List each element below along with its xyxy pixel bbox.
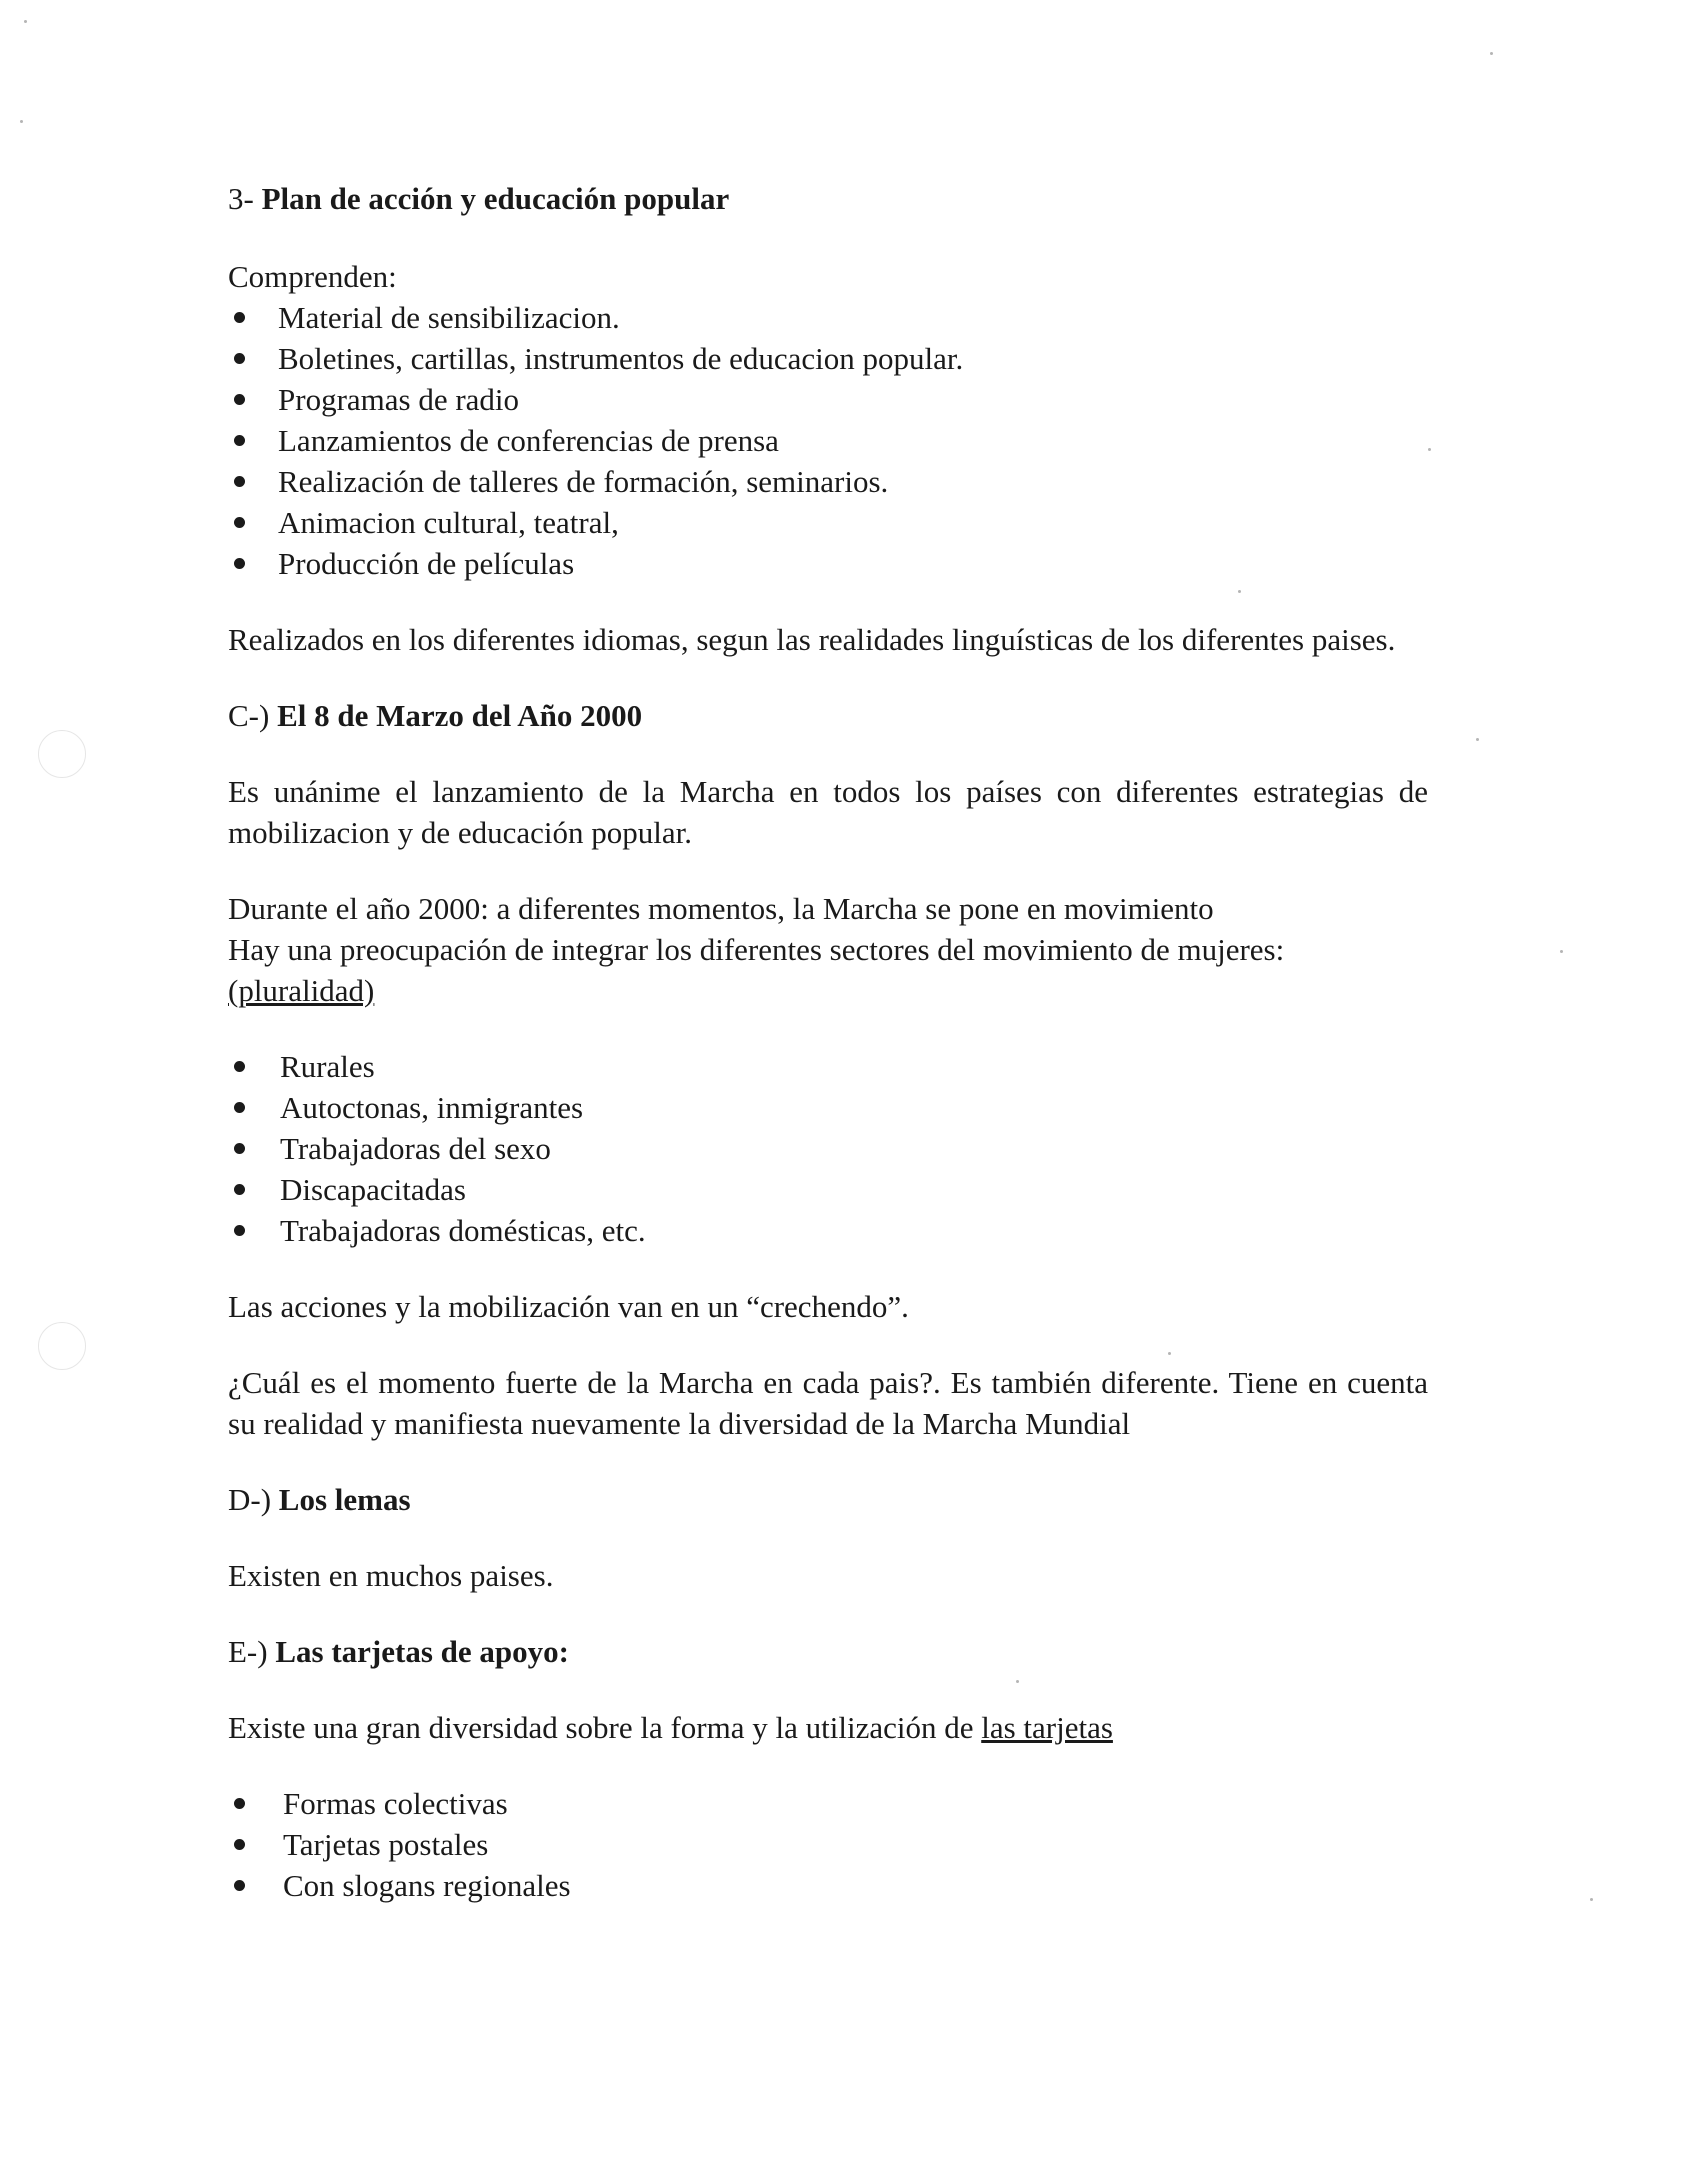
list-item: Tarjetas postales: [228, 1824, 1428, 1865]
list-item: Material de sensibilizacion.: [228, 297, 1428, 338]
section-c-list: [228, 1046, 1428, 1251]
section-c-paragraph-4: ¿Cuál es el momento fuerte de la Marcha en cada pais?. Es también diferente. Tiene en cuenta su realidad y manifiesta nuevamente la diversidad de la Marcha Mundial: [228, 1365, 1428, 1441]
list-item: Animacion cultural, teatral,: [228, 502, 1428, 543]
list-item: Rurales: [228, 1046, 1428, 1087]
section-c-heading: [228, 695, 1428, 736]
pluralidad-underlined: (pluralidad): [228, 973, 375, 1008]
scan-speck: [24, 20, 27, 23]
list-item: Autoctonas, inmigrantes: [228, 1087, 1428, 1128]
section-e-title: Las tarjetas de apoyo:: [275, 1634, 569, 1669]
section-e-heading: [228, 1631, 1428, 1672]
scan-speck: [1590, 1898, 1593, 1901]
list-item: Realización de talleres de formación, seminarios.: [228, 461, 1428, 502]
section-e-letter: E-): [228, 1634, 276, 1669]
scan-speck: [20, 120, 23, 123]
section-3-list: [228, 297, 1428, 584]
list-item: Lanzamientos de conferencias de prensa: [228, 420, 1428, 461]
section-e-list: [228, 1783, 1428, 1906]
list-item: Trabajadoras del sexo: [228, 1128, 1428, 1169]
section-3-heading: [228, 178, 1428, 219]
section-d-heading: [228, 1479, 1428, 1520]
list-item: Boletines, cartillas, instrumentos de educacion popular.: [228, 338, 1428, 379]
section-c-paragraph-2-line-2: Hay una preocupación de integrar los diferentes sectores del movimiento de mujeres:: [228, 932, 1285, 967]
section-3-number: 3-: [228, 181, 262, 216]
section-c-paragraph-3: Las acciones y la mobilización van en un “crechendo”.: [228, 1289, 909, 1324]
section-c-paragraph-1: Es unánime el lanzamiento de la Marcha en todos los países con diferentes estrategias de mobilizacion y de educación popular.: [228, 774, 1428, 850]
section-c-paragraph-2-line-3: [228, 970, 1428, 1011]
list-item: Producción de películas: [228, 543, 1428, 584]
scan-speck: [1476, 738, 1479, 741]
section-3-title: Plan de acción y educación popular: [261, 181, 730, 216]
section-d-letter: D-): [228, 1482, 279, 1517]
list-item: Programas de radio: [228, 379, 1428, 420]
section-d-text: Existen en muchos paises.: [228, 1558, 554, 1593]
scan-speck: [1428, 448, 1431, 451]
section-e-text-main: Existe una gran diversidad sobre la forma y la utilización de: [228, 1710, 982, 1745]
list-item: Formas colectivas: [228, 1783, 1428, 1824]
section-3-closing: Realizados en los diferentes idiomas, segun las realidades linguísticas de los diferentes paises.: [228, 622, 1396, 657]
section-c-paragraph-2-line-1: Durante el año 2000: a diferentes momentos, la Marcha se pone en movimiento: [228, 891, 1214, 926]
list-item: Trabajadoras domésticas, etc.: [228, 1210, 1428, 1251]
scan-speck: [1490, 52, 1493, 55]
section-3-intro: Comprenden:: [228, 259, 397, 294]
section-c-letter: C-): [228, 698, 278, 733]
section-c-title: El 8 de Marzo del Año 2000: [277, 698, 643, 733]
section-e-text: [228, 1707, 1428, 1748]
list-item: Con slogans regionales: [228, 1865, 1428, 1906]
document-page: [228, 178, 1428, 1906]
punch-hole-top: [38, 730, 86, 778]
las-tarjetas-underlined: las tarjetas: [981, 1710, 1113, 1745]
scan-speck: [1560, 950, 1563, 953]
list-item: Discapacitadas: [228, 1169, 1428, 1210]
punch-hole-bottom: [38, 1322, 86, 1370]
section-d-title: Los lemas: [278, 1482, 411, 1517]
